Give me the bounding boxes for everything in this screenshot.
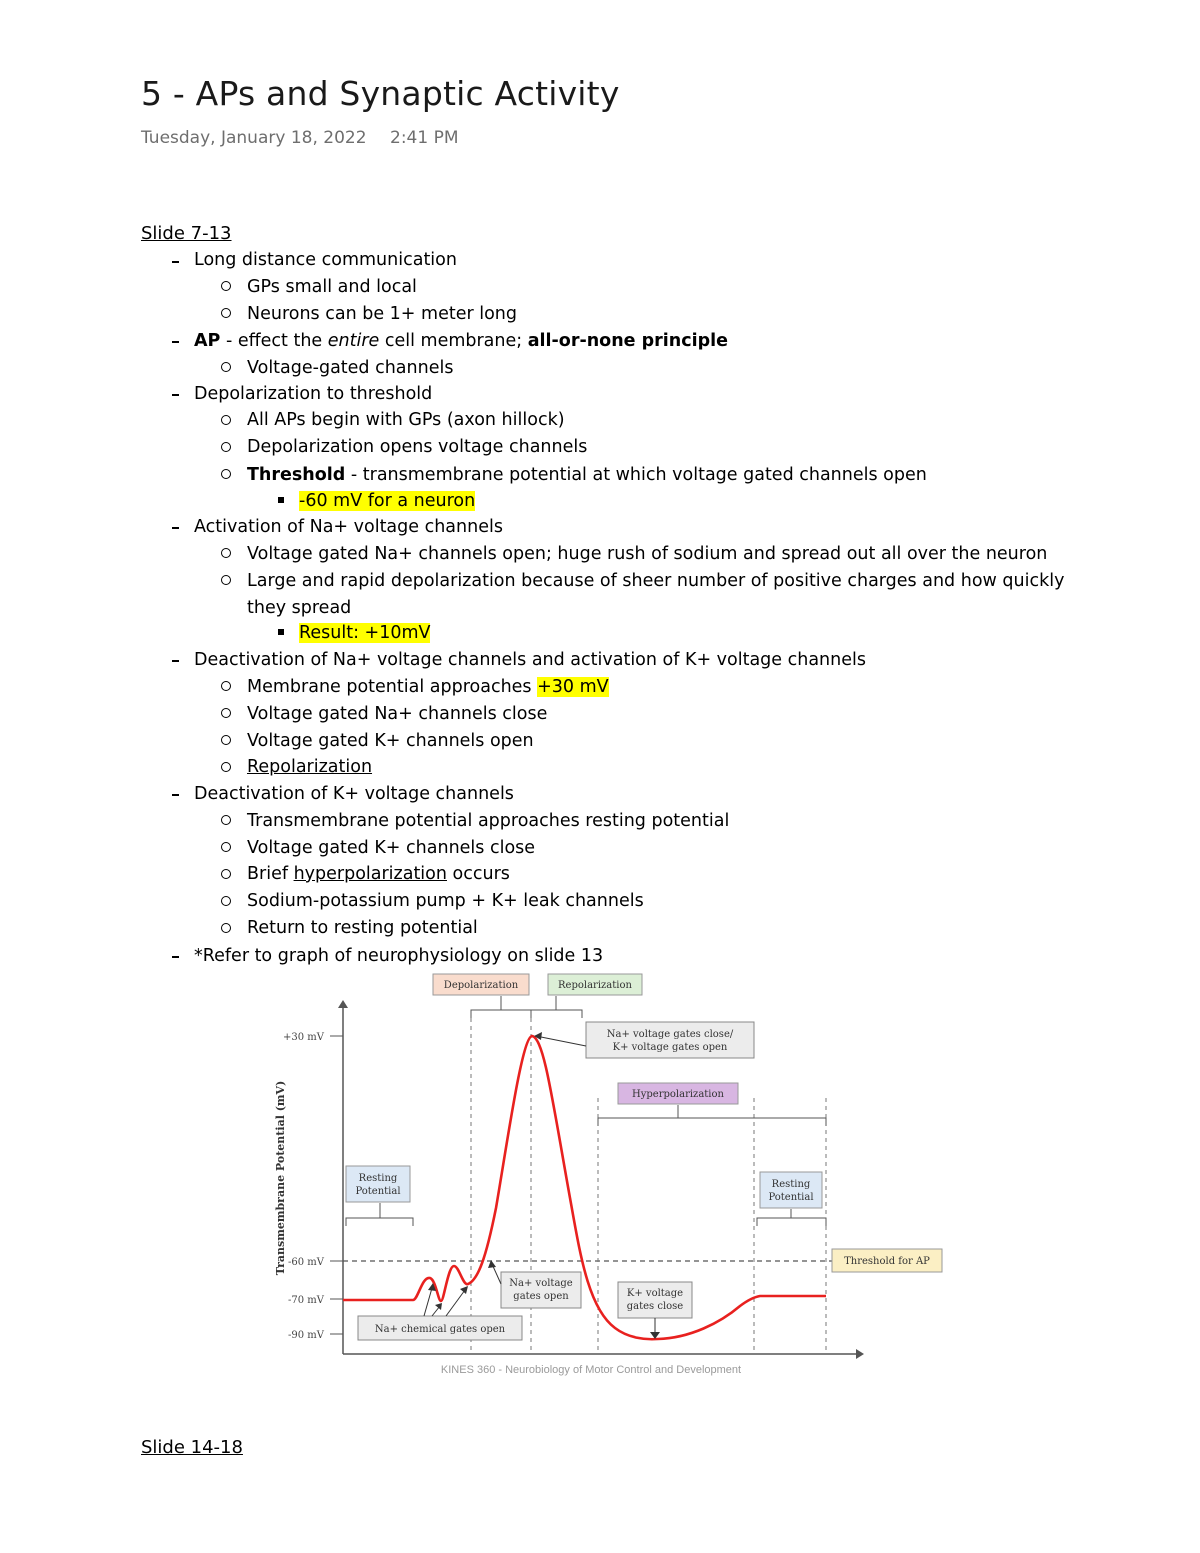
- square-bullet: [278, 629, 284, 635]
- note-line: Voltage-gated channels: [247, 358, 454, 378]
- resting-label: Resting: [771, 1179, 811, 1190]
- note-line: [247, 676, 609, 698]
- pointer-line: [446, 1290, 465, 1316]
- note-date: Tuesday, January 18, 2022: [141, 128, 367, 148]
- na-gates-open-label: Na+ voltage: [509, 1278, 573, 1289]
- note-line: [299, 622, 430, 644]
- note-line: Deactivation of Na+ voltage channels and activation of K+ voltage channels: [194, 650, 866, 670]
- note-line: Depolarization opens voltage channels: [247, 437, 588, 457]
- note-line: Neurons can be 1+ meter long: [247, 304, 518, 324]
- text-run: occurs: [446, 864, 510, 884]
- resting-bracket-right: [757, 1209, 826, 1226]
- term-ap: AP: [194, 331, 221, 351]
- k-gates-open-label: K+ voltage gates open: [612, 1042, 728, 1053]
- circle-bullet: [221, 681, 231, 691]
- note-line: Deactivation of K+ voltage channels: [194, 784, 514, 804]
- circle-bullet: [221, 548, 231, 558]
- circle-bullet: [221, 896, 231, 906]
- tick-label: -70 mV: [288, 1295, 324, 1306]
- resting-bracket-left: [346, 1203, 413, 1226]
- y-axis-arrow: [338, 1000, 348, 1008]
- x-axis-arrow: [856, 1349, 864, 1359]
- resting-label: Resting: [358, 1173, 398, 1184]
- tick-label: -90 mV: [288, 1330, 324, 1341]
- arrowhead: [435, 1303, 442, 1310]
- pointer-line: [424, 1288, 432, 1316]
- repolarization-bracket: [531, 996, 582, 1018]
- hyperpolarization-bracket: [598, 1105, 826, 1126]
- note-line: *Refer to graph of neurophysiology on slide 13: [194, 946, 604, 966]
- k-gates-close-label: K+ voltage: [626, 1288, 684, 1299]
- note-line: Large and rapid depolarization because of sheer number of positive charges and how quickly: [247, 571, 1065, 591]
- note-line: Activation of Na+ voltage channels: [194, 517, 503, 537]
- note-line: GPs small and local: [247, 277, 417, 297]
- note-line: Voltage gated Na+ channels open; huge rush of sodium and spread out all over the neuron: [247, 544, 1048, 564]
- threshold-label: Threshold for AP: [844, 1256, 930, 1267]
- section-heading: Slide 7-13: [141, 223, 232, 244]
- circle-bullet: [221, 708, 231, 718]
- dash-bullet: [172, 394, 179, 396]
- dash-bullet: [172, 261, 179, 263]
- note-line: Voltage gated Na+ channels close: [247, 704, 548, 724]
- depolarization-label: Depolarization: [443, 980, 519, 991]
- circle-bullet: [221, 469, 231, 479]
- dash-bullet: [172, 956, 179, 958]
- action-potential-diagram: [260, 968, 960, 1380]
- note-line: [247, 863, 510, 885]
- na-gates-close-label: Na+ voltage gates close/: [606, 1029, 734, 1040]
- highlight: Result: +10mV: [299, 623, 431, 643]
- tick-label: +30 mV: [283, 1032, 324, 1043]
- repolarization-label: Repolarization: [558, 980, 632, 991]
- text-run: - effect the: [220, 331, 328, 351]
- text-run: Brief: [247, 864, 294, 884]
- circle-bullet: [221, 575, 231, 585]
- diagram-credit: KINES 360 - Neurobiology of Motor Control and Development: [440, 1364, 742, 1376]
- note-line: Voltage gated K+ channels open: [247, 731, 534, 751]
- circle-bullet: [221, 735, 231, 745]
- note-line: Depolarization to threshold: [194, 384, 433, 404]
- highlight: -60 mV for a neuron: [299, 491, 476, 511]
- circle-bullet: [221, 815, 231, 825]
- note-line: All APs begin with GPs (axon hillock): [247, 410, 565, 430]
- dash-bullet: [172, 660, 179, 662]
- circle-bullet: [221, 869, 231, 879]
- arrowhead: [460, 1286, 468, 1294]
- note-line: Long distance communication: [194, 250, 457, 270]
- pointer-line: [536, 1036, 586, 1046]
- page-title: 5 - APs and Synaptic Activity: [141, 74, 620, 113]
- circle-bullet: [221, 281, 231, 291]
- potential-label: Potential: [768, 1192, 814, 1203]
- dash-bullet: [172, 527, 179, 529]
- circle-bullet: [221, 442, 231, 452]
- gates-open-label: gates open: [513, 1291, 569, 1302]
- term-all-or-none: all-or-none principle: [527, 331, 729, 351]
- note-time: 2:41 PM: [390, 128, 459, 148]
- hyperpolarization-label: Hyperpolarization: [632, 1089, 724, 1100]
- circle-bullet: [221, 762, 231, 772]
- note-line: Voltage gated K+ channels close: [247, 838, 536, 858]
- note-line: [194, 330, 728, 352]
- dash-bullet: [172, 341, 179, 343]
- note-line: Transmembrane potential approaches resting potential: [247, 811, 730, 831]
- gates-close-label: gates close: [626, 1301, 684, 1312]
- circle-bullet: [221, 362, 231, 372]
- depolarization-bracket: [471, 996, 531, 1018]
- circle-bullet: [221, 923, 231, 933]
- circle-bullet: [221, 842, 231, 852]
- note-line: Return to resting potential: [247, 918, 478, 938]
- tick-label: -60 mV: [288, 1257, 324, 1268]
- note-line: Sodium-potassium pump + K+ leak channels: [247, 891, 644, 911]
- circle-bullet: [221, 308, 231, 318]
- note-line: they spread: [247, 598, 352, 618]
- circle-bullet: [221, 415, 231, 425]
- section-heading: Slide 14-18: [141, 1437, 243, 1458]
- dash-bullet: [172, 794, 179, 796]
- text-run: hyperpolarization: [293, 864, 447, 884]
- term-threshold: Threshold: [247, 465, 346, 485]
- potential-label: Potential: [355, 1186, 401, 1197]
- square-bullet: [278, 497, 284, 503]
- note-line: [299, 490, 475, 512]
- na-chemical-gates-label: Na+ chemical gates open: [374, 1324, 506, 1335]
- note-line: Repolarization: [247, 757, 373, 777]
- text-run: Membrane potential approaches: [247, 677, 538, 697]
- note-line: [247, 464, 927, 486]
- y-axis-label: Transmembrane Potential (mV): [274, 1080, 287, 1276]
- text-run: entire: [327, 331, 380, 351]
- highlight: +30 mV: [537, 677, 609, 697]
- text-run: - transmembrane potential at which voltage gated channels open: [345, 465, 927, 485]
- text-run: cell membrane;: [379, 331, 528, 351]
